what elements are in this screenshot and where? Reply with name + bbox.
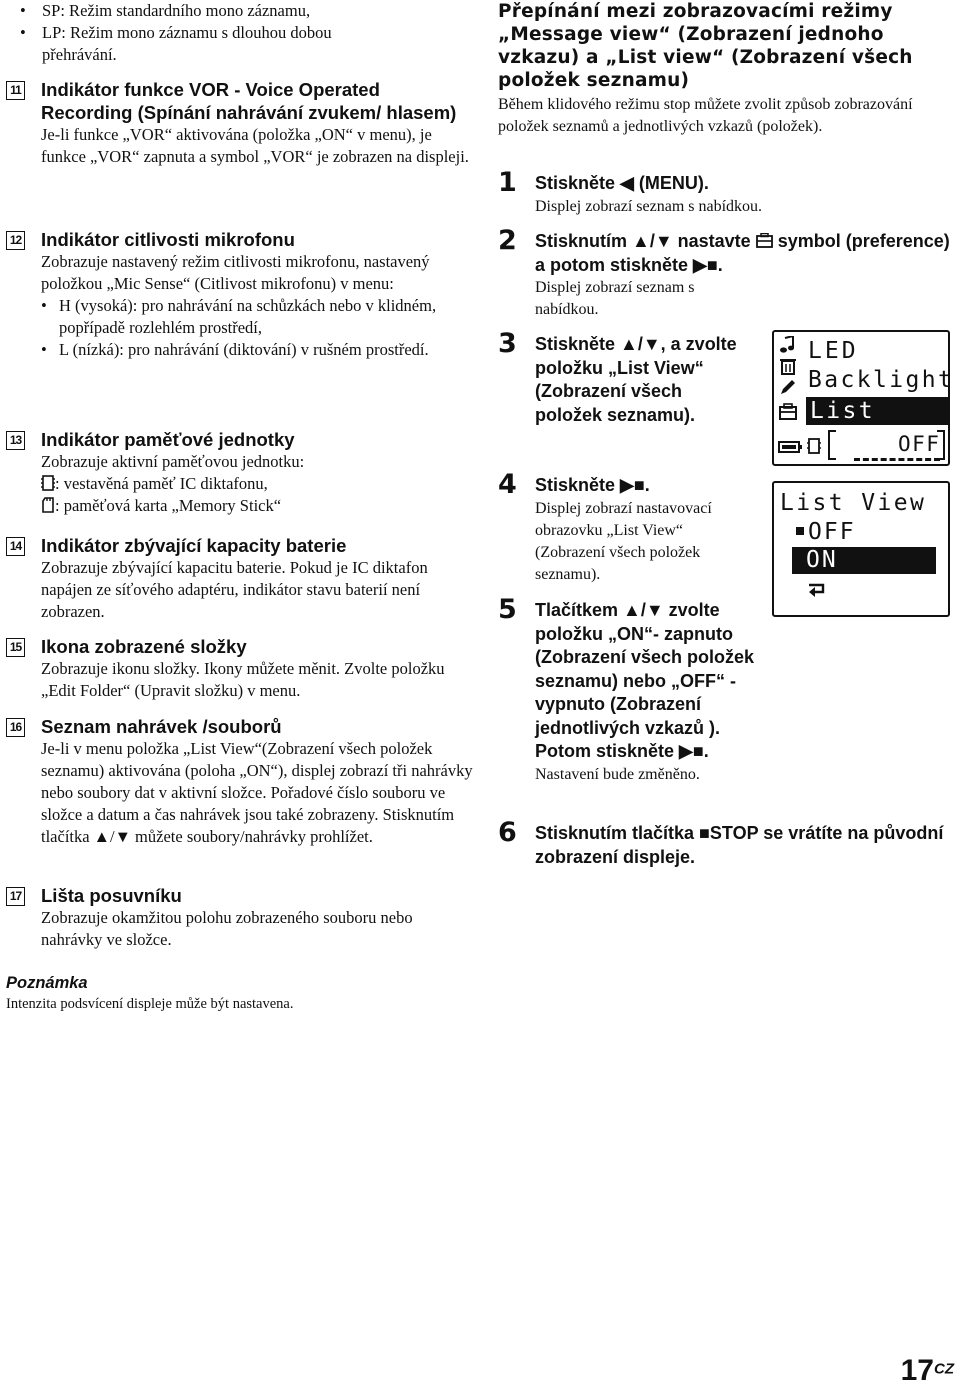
setting-value: OFF [898, 432, 941, 456]
right-column [498, 0, 955, 867]
step-title: Stiskněte ▲/▼, a zvolte položku „List View“ (Zobrazení všech položek seznamu). [535, 334, 737, 425]
item-text: Zobrazuje nastavený režim citlivosti mikrofonu, nastavený položkou „Mic Sense“ (Citlivost mikrofonu) v menu: [41, 252, 430, 293]
step-number: 1 [498, 167, 517, 198]
menu-row-list-view-selected: List View [806, 397, 948, 425]
item-title: Seznam nahrávek /souborů [41, 716, 282, 737]
setting-bracket-right [937, 430, 945, 460]
item-number: 15 [6, 638, 25, 657]
step-title-part: symbol (preference) a potom stiskněte ▶■. [535, 231, 950, 275]
memory-line [41, 495, 476, 517]
item-text: Zobrazuje zbývající kapacitu baterie. Pokud je IC diktafon napájen ze síťového adaptéru, indikátor stavu baterií není zobrazen. [41, 558, 428, 621]
step-6 [498, 817, 954, 869]
item-text: Zobrazuje okamžitou polohu zobrazeného souboru nebo nahrávky ve složce. [41, 908, 413, 949]
section-intro: Během klidového režimu stop můžete zvolit způsob zobrazování položek seznamů a jednotlivých vzkazů (položek). [498, 96, 913, 135]
step-number: 4 [498, 469, 517, 500]
memory-stick-icon [41, 497, 55, 513]
page-number [901, 1354, 954, 1388]
item-number: 11 [6, 81, 25, 100]
item-text: Je-li funkce „VOR“ aktivována (položka „ON“ v menu), je funkce „VOR“ zapnuta a symbol „VOR“ je zobrazen na displeji. [41, 125, 469, 166]
step-title [535, 230, 954, 277]
item-16 [6, 715, 476, 848]
step-2 [498, 225, 954, 321]
step-title-part: Stisknutím ▲/▼ nastavte [535, 231, 751, 251]
return-arrow-icon [807, 583, 827, 599]
menu-row-led: LED [808, 338, 859, 364]
note-text: Intenzita podsvícení displeje může být nastavena. [6, 996, 294, 1012]
list-item: • LP: Režim mono záznamu s dlouhou dobou přehrávání. [6, 22, 476, 66]
menu-row-backlight: Backlight [808, 367, 955, 393]
item-title: Indikátor paměťové jednotky [41, 429, 295, 450]
section-title: Přepínání mezi zobrazovacími režimy „Message view“ (Zobrazení jednoho vzkazu) a „List view“ (Zobrazení všech položek seznamu) [498, 1, 913, 91]
item-11 [6, 78, 476, 168]
menu-lcd-display [772, 330, 955, 466]
setting-bracket-left [828, 430, 836, 460]
preference-icon [756, 233, 773, 248]
option-on-selected: ON [792, 547, 936, 574]
edit-pen-icon [779, 378, 797, 396]
list-view-lcd-display [772, 481, 950, 617]
item-text: Zobrazuje aktivní paměťovou jednotku: [41, 452, 305, 471]
item-13 [6, 428, 476, 517]
item-title: Indikátor zbývající kapacity baterie [41, 535, 347, 556]
built-in-memory-label: : vestavěná paměť IC diktafonu, [55, 474, 268, 493]
item-title: Indikátor funkce VOR - Voice Operated Recording (Spínání nahrávání zvukem/ hlasem) [41, 79, 457, 123]
step-number: 3 [498, 328, 517, 359]
step-1 [498, 167, 954, 218]
step-sub: Displej zobrazí nastavovací obrazovku „List View“ (Zobrazení všech položek seznamu). [535, 499, 712, 583]
item-14 [6, 534, 476, 623]
list-item: • SP: Režim standardního mono záznamu, [6, 0, 476, 22]
recording-mode-list [6, 0, 476, 66]
item-text: Je-li v menu položka „List View“(Zobrazení všech položek seznamu) aktivována (poloha „ON“), displej zobrazí tři nahrávky nebo soubory dat v aktivní složce. Pořadové číslo souboru ve složce a datum a čas nahrávek jsou také zobrazeny. Stisknutím tlačítka ▲/▼ můžete soubory/nahrávky prohlížet. [41, 739, 473, 846]
step-title: Stisknutím tlačítka ■STOP se vrátíte na původní zobrazení displeje. [535, 823, 944, 867]
sensitivity-list [41, 295, 476, 361]
item-title: Ikona zobrazené složky [41, 636, 247, 657]
item-12 [6, 228, 476, 361]
list-item: • L (nízká): pro nahrávání (diktování) v rušném prostředí. [41, 339, 476, 361]
item-number: 12 [6, 231, 25, 250]
item-number: 17 [6, 887, 25, 906]
step-title: Stiskněte ◀ (MENU). [535, 173, 709, 193]
item-17 [6, 884, 476, 951]
current-marker [796, 527, 804, 535]
memory-chip-icon [807, 438, 821, 454]
item-title: Indikátor citlivosti mikrofonu [41, 229, 295, 250]
step-sub: Displej zobrazí seznam s nabídkou. [535, 279, 695, 318]
built-in-memory-icon [41, 475, 55, 491]
step-title: Stiskněte ▶■. [535, 475, 650, 495]
page-number-suffix: CZ [934, 1360, 954, 1378]
step-number: 5 [498, 594, 517, 625]
step-5 [498, 594, 758, 786]
battery-icon [778, 440, 804, 454]
memory-stick-label: : paměťová karta „Memory Stick“ [55, 496, 282, 515]
preference-icon [779, 403, 797, 421]
dotted-underline [854, 458, 940, 461]
step-number: 2 [498, 225, 517, 256]
note-title: Poznámka [6, 974, 88, 992]
item-15 [6, 635, 476, 702]
item-number: 14 [6, 537, 25, 556]
item-number: 13 [6, 431, 25, 450]
step-title: Tlačítkem ▲/▼ zvolte položku „ON“- zapnuto (Zobrazení všech položek seznamu) nebo „OFF“ -vypnuto (Zobrazení jednotlivých vzkazů ). Potom stiskněte ▶■. [535, 600, 755, 761]
list-item: • H (vysoká): pro nahrávání na schůzkách nebo v klidném, popřípadě rozlehlém prostředí, [41, 295, 476, 339]
note [6, 972, 476, 1014]
item-text: Zobrazuje ikonu složky. Ikony můžete měnit. Zvolte položku „Edit Folder“ (Upravit složku) v menu. [41, 659, 445, 700]
step-sub: Nastavení bude změněno. [535, 765, 700, 783]
screen-title: List View [780, 490, 927, 516]
memory-line [41, 473, 476, 495]
option-off: OFF [808, 519, 856, 545]
step-3 [498, 328, 738, 427]
step-number: 6 [498, 817, 517, 848]
trash-icon [779, 357, 797, 375]
item-number: 16 [6, 718, 25, 737]
step-sub: Displej zobrazí seznam s nabídkou. [535, 197, 763, 215]
step-4 [498, 469, 748, 586]
item-title: Lišta posuvníku [41, 885, 182, 906]
page-number-value: 17 [900, 1354, 934, 1387]
music-note-icon [779, 336, 797, 354]
